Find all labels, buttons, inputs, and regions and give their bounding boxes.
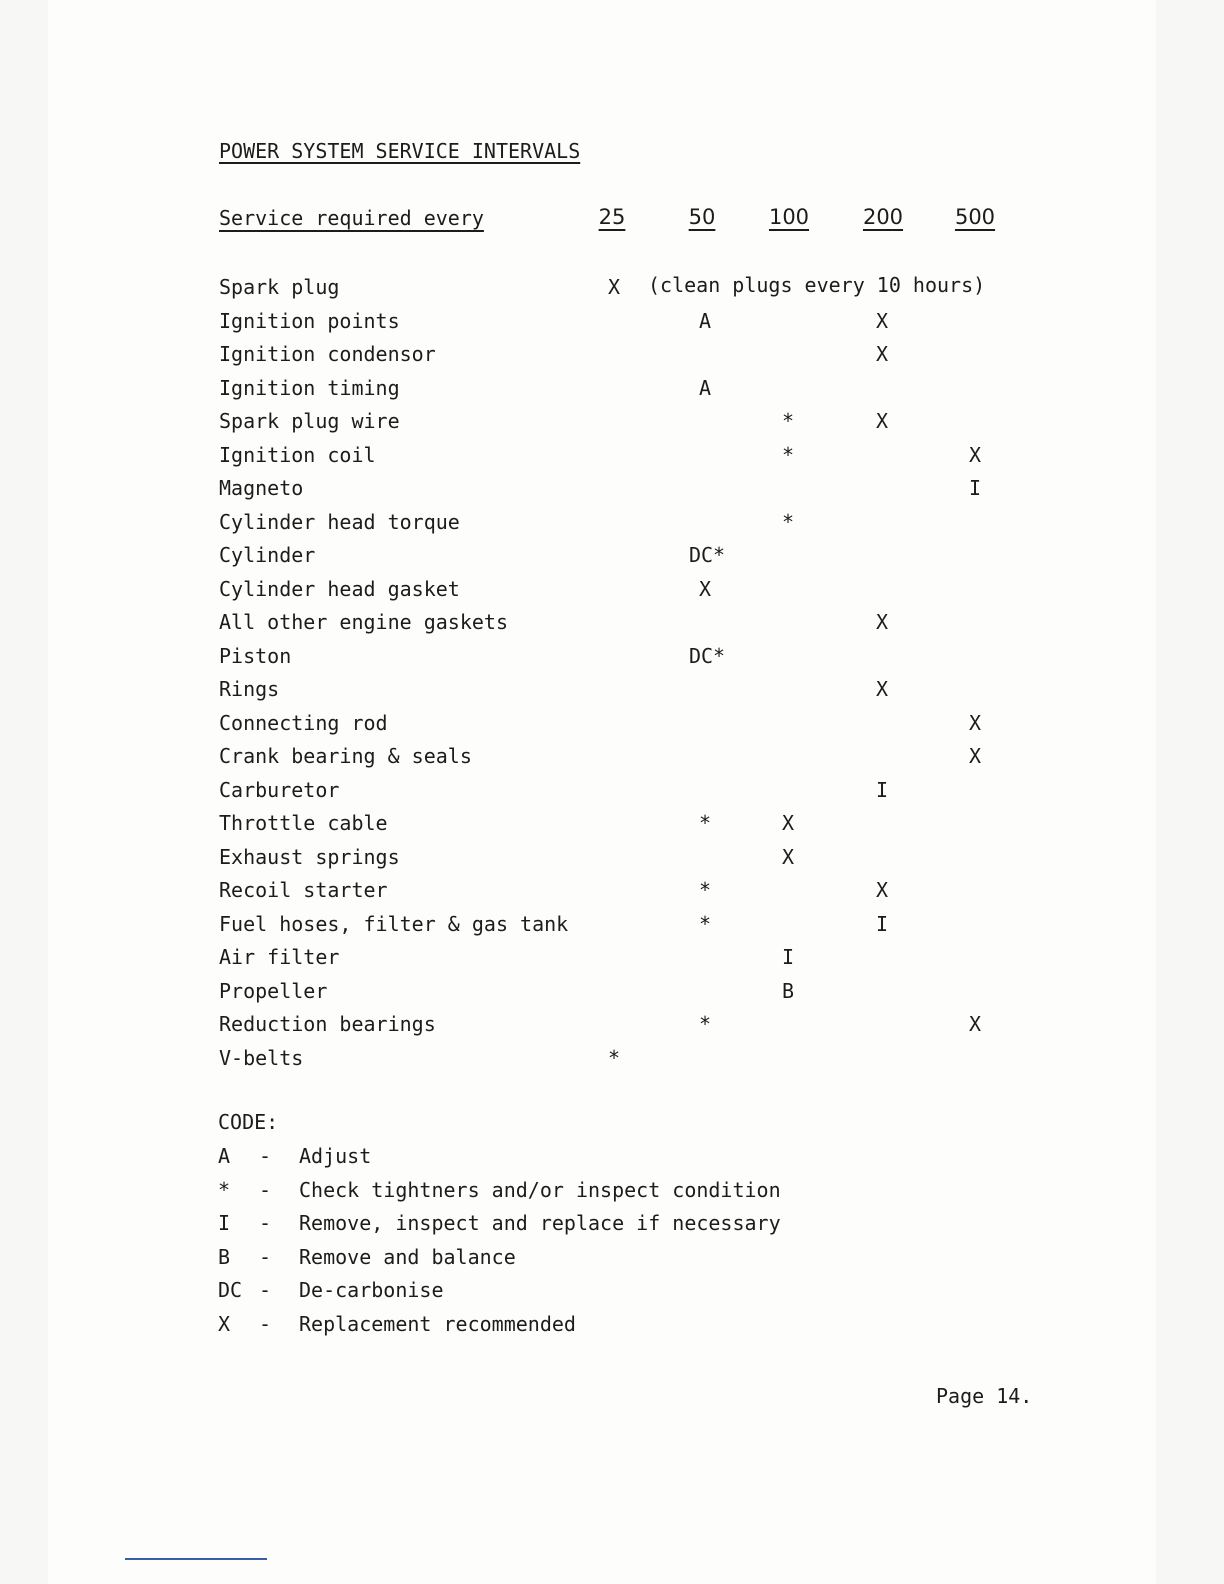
service-mark: *	[781, 509, 795, 534]
row-label: Ignition timing	[219, 375, 400, 400]
row-label: Recoil starter	[219, 878, 388, 902]
service-mark: X	[875, 610, 889, 634]
service-mark: *	[698, 811, 712, 835]
service-mark: *	[607, 1045, 621, 1070]
document-page	[48, 0, 1156, 1584]
service-mark: I	[875, 911, 889, 936]
service-mark: X	[968, 442, 982, 467]
service-mark: A	[698, 308, 712, 333]
service-mark: DC*	[688, 543, 726, 567]
service-mark: X	[875, 878, 889, 902]
row-label: Cylinder	[219, 543, 316, 567]
service-mark: X	[781, 811, 795, 835]
service-mark: A	[698, 375, 712, 400]
row-label: Crank bearing & seals	[219, 744, 472, 768]
row-label: Propeller	[219, 978, 328, 1003]
code-dash: -	[259, 1177, 272, 1202]
row-label: All other engine gaskets	[219, 610, 508, 634]
row-label: Spark plug wire	[219, 409, 400, 433]
service-mark: B	[781, 978, 795, 1003]
row-label: Spark plug	[219, 275, 340, 299]
code-symbol: B	[218, 1244, 231, 1269]
interval-header-200: 200	[862, 205, 904, 229]
row-label: Ignition coil	[219, 442, 376, 467]
code-meaning: Remove and balance	[299, 1244, 516, 1269]
service-mark: X	[875, 409, 889, 433]
table-header-label: Service required every	[219, 206, 484, 230]
row-label: Connecting rod	[219, 710, 388, 735]
row-label: Cylinder head torque	[219, 509, 460, 534]
service-mark: DC*	[688, 643, 726, 668]
code-dash: -	[259, 1311, 272, 1336]
row-label: V-belts	[219, 1045, 304, 1070]
service-mark: X	[875, 342, 889, 366]
row-label: Ignition condensor	[219, 342, 436, 366]
service-mark: X	[781, 844, 795, 869]
interval-header-500: 500	[954, 205, 996, 229]
page-title: POWER SYSTEM SERVICE INTERVALS	[219, 139, 581, 163]
interval-header-50: 50	[688, 205, 716, 229]
service-mark: *	[698, 878, 712, 902]
service-mark: X	[875, 677, 889, 701]
code-meaning: Replacement recommended	[299, 1311, 576, 1336]
interval-header-25: 25	[598, 205, 626, 229]
service-mark: *	[781, 442, 795, 467]
row-label: Exhaust springs	[219, 844, 400, 869]
row-label: Magneto	[219, 476, 304, 500]
code-symbol: I	[218, 1211, 231, 1235]
code-dash: -	[259, 1211, 272, 1235]
service-mark: *	[781, 409, 795, 433]
code-symbol: *	[218, 1177, 231, 1202]
service-mark: X	[875, 308, 889, 333]
row-label: Air filter	[219, 945, 340, 969]
service-mark: I	[875, 777, 889, 802]
row-label: Rings	[219, 677, 280, 701]
code-meaning: Check tightners and/or inspect condition	[299, 1177, 781, 1202]
row-label: Carburetor	[219, 777, 340, 802]
service-mark: *	[698, 1012, 712, 1036]
row-note: (clean plugs every 10 hours)	[648, 273, 986, 297]
code-symbol: A	[218, 1144, 231, 1168]
code-meaning: De-carbonise	[299, 1278, 444, 1302]
service-mark: *	[698, 911, 712, 936]
code-symbol: X	[218, 1311, 231, 1336]
code-symbol: DC	[218, 1278, 243, 1302]
service-mark: X	[698, 576, 712, 601]
blue-rule	[125, 1558, 267, 1560]
code-meaning: Adjust	[299, 1144, 372, 1168]
service-mark: I	[968, 476, 982, 500]
service-mark: X	[968, 710, 982, 735]
row-label: Reduction bearings	[219, 1012, 436, 1036]
row-label: Cylinder head gasket	[219, 576, 460, 601]
page-number: Page 14.	[936, 1384, 1033, 1408]
row-label: Piston	[219, 643, 292, 668]
code-dash: -	[259, 1144, 272, 1168]
code-meaning: Remove, inspect and replace if necessary	[299, 1211, 781, 1235]
service-mark: X	[607, 275, 621, 299]
row-label: Ignition points	[219, 308, 400, 333]
row-label: Throttle cable	[219, 811, 388, 835]
service-mark: I	[781, 945, 795, 969]
code-dash: -	[259, 1244, 272, 1269]
service-mark: X	[968, 1012, 982, 1036]
service-mark: X	[968, 744, 982, 768]
row-label: Fuel hoses, filter & gas tank	[219, 911, 569, 936]
code-dash: -	[259, 1278, 272, 1302]
interval-header-100: 100	[768, 205, 810, 229]
code-heading: CODE:	[218, 1110, 279, 1134]
